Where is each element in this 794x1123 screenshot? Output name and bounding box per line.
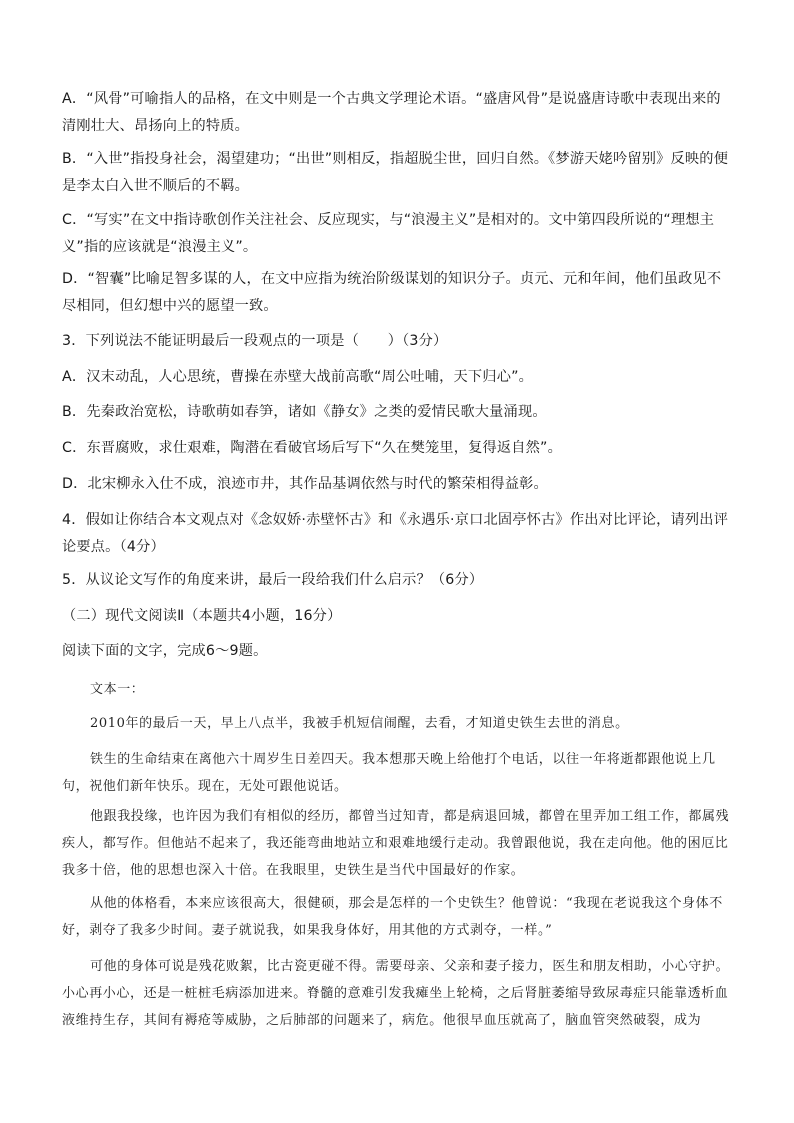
q3-option-c: C．东晋腐败，求仕艰难，陶潜在看破官场后写下“久在樊笼里，复得返自然”。 — [62, 440, 562, 456]
q5: 5．从议论文写作的角度来讲，最后一段给我们什么启示？（6分） — [62, 572, 484, 588]
q2-option-c: C．“写实”在文中指诗歌创作关注社会、反应现实，与“浪漫主义”是相对的。文中第四段所说的“理想主义”指的应该就是“浪漫主义”。 — [62, 212, 715, 255]
q2-option-d: D．“智囊”比喻足智多谋的人，在文中应指为统治阶级谋划的知识分子。贞元、元和年间，他们虽政见不尽相同，但幻想中兴的愿望一致。 — [62, 271, 722, 314]
section-title: （二）现代文阅读Ⅱ（本题共4小题，16分） — [62, 608, 342, 624]
q2-option-a: A．“风骨”可喻指人的品格，在文中则是一个古典文学理论术语。“盛唐风骨”是说盛唐诗歌中表现出来的清刚壮大、昂扬向上的特质。 — [62, 91, 721, 134]
text1-label: 文本一： — [90, 682, 145, 697]
text1-para2: 铁生的生命结束在离他六十周岁生日差四天。我本想那天晚上给他打个电话，以往一年将逝都跟他说上几句，祝他们新年快乐。现在，无处可跟他说话。 — [62, 752, 716, 794]
text1-para4: 从他的体格看，本来应该很高大，很健硕，那会是怎样的一个史铁生？他曾说：“我现在老说我这个身体不好，剥夺了我多少时间。妻子就说我，如果我身体好，用其他的方式剥夺，一样。” — [62, 896, 723, 938]
text1-para1: 2010年的最后一天，早上八点半，我被手机短信闹醒，去看，才知道史铁生去世的消息。 — [90, 716, 629, 731]
text1-para3: 他跟我投缘，也许因为我们有相似的经历，都曾当过知青，都是病退回城，都曾在里弄加工组工作，都属残疾人，都写作。但他站不起来了，我还能弯曲地站立和艰难地缓行走动。我曾跟他说，我在走向他。他的困厄比我多十倍，他的思想也深入十倍。在我眼里，史铁生是当代中国最好的作家。 — [62, 809, 730, 878]
q4: 4．假如让你结合本文观点对《念奴娇·赤壁怀古》和《永遇乐·京口北固亭怀古》作出对比评论，请列出评论要点。（4分） — [62, 512, 729, 555]
instruction: 阅读下面的文字，完成6～9题。 — [62, 643, 268, 659]
q3-option-b: B．先秦政治宽松，诗歌萌如春笋，诸如《静女》之类的爱情民歌大量涌现。 — [62, 404, 547, 420]
q3-option-a: A．汉末动乱，人心思统，曹操在赤壁大战前高歌“周公吐哺，天下归心”。 — [62, 369, 534, 385]
text1-para5: 可他的身体可说是残花败絮，比古瓷更碰不得。需要母亲、父亲和妻子接力，医生和朋友相助，小心守护。小心再小心，还是一桩桩毛病添加进来。脊髓的意难引发我瘫坐上轮椅，之后肾脏萎缩导致尿毒症只能靠透析血液维持生存，其间有褥疮等威胁，之后肺部的问题来了，病危。他很早血压就高了，脑血管突然破裂，成为 — [62, 959, 730, 1028]
q2-option-b: B．“入世”指投身社会，渴望建功；“出世”则相反，指超脱尘世，回归自然。《梦游天姥吟留别》反映的便是李太白入世不顺后的不羁。 — [62, 151, 729, 194]
q3-option-d: D．北宋柳永入仕不成，浪迹市井，其作品基调依然与时代的繁荣相得益彰。 — [62, 476, 548, 492]
q3-stem: 3．下列说法不能证明最后一段观点的一项是（ ）（3分） — [62, 333, 448, 349]
